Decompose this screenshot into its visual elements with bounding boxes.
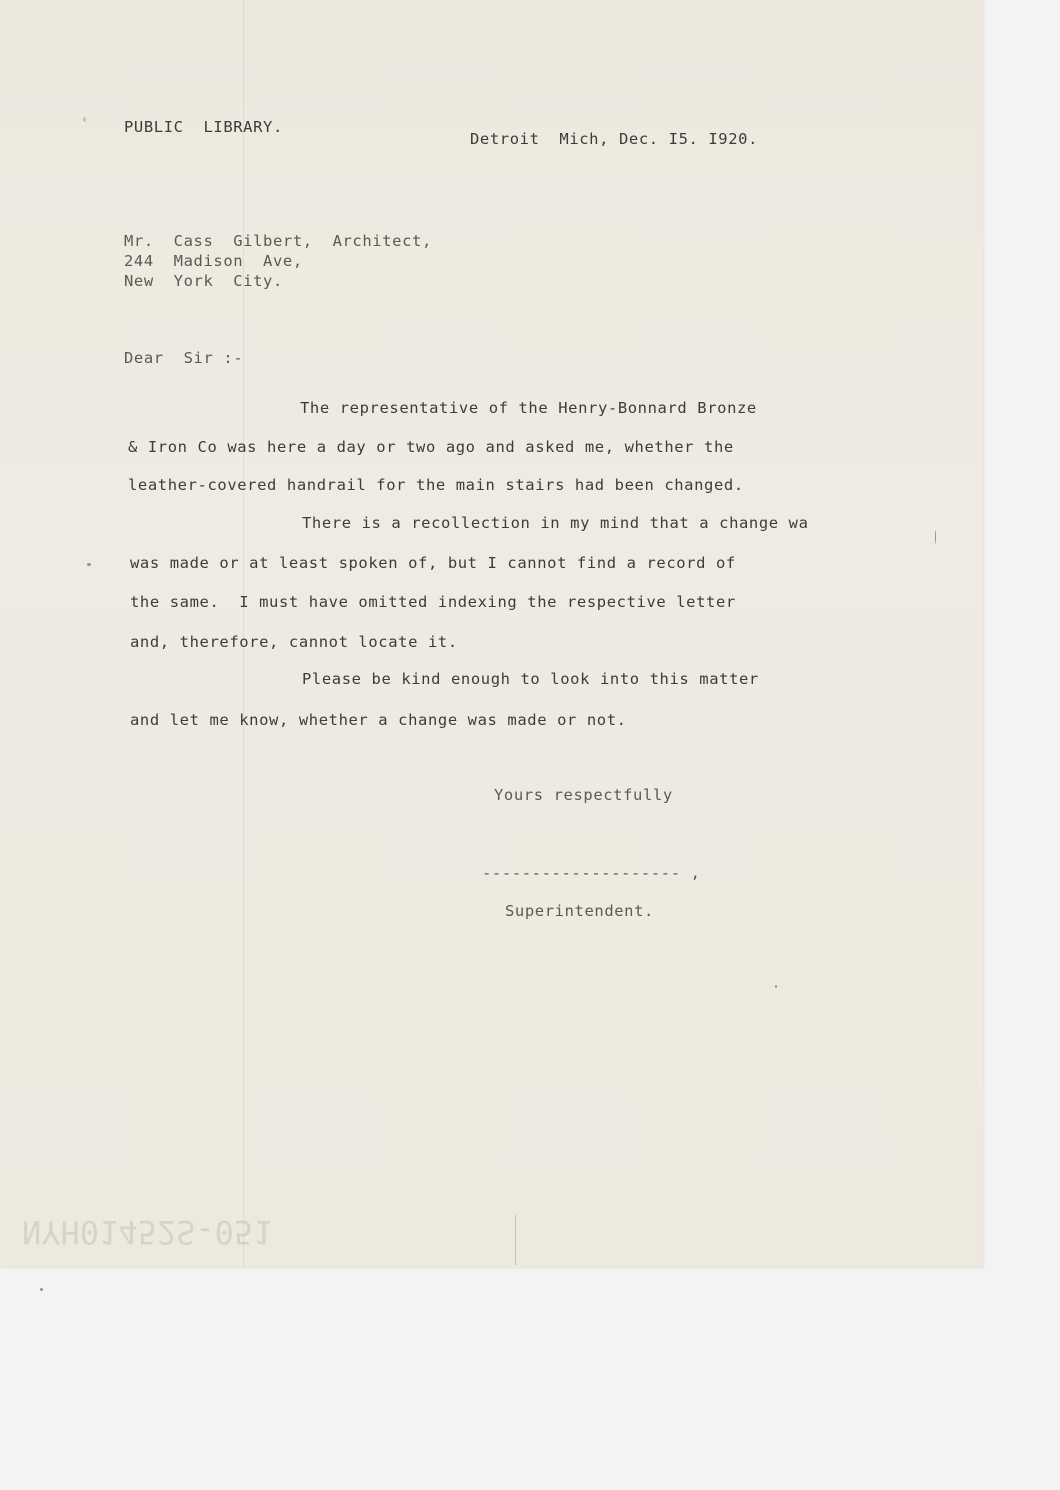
body-line-2: & Iron Co was here a day or two ago and asked me, whether the [128, 438, 734, 456]
paper-speck [775, 985, 777, 988]
background-speck [40, 1288, 43, 1291]
salutation: Dear Sir :- [124, 349, 244, 367]
address-line-1: Mr. Cass Gilbert, Architect, [124, 232, 432, 250]
body-line-5: was made or at least spoken of, but I cannot find a record of [130, 554, 736, 572]
paper-speck [935, 530, 936, 544]
signature-line: -------------------- , [482, 864, 701, 882]
body-line-3: leather-covered handrail for the main stairs had been changed. [128, 476, 744, 494]
paper-tear-mark [515, 1215, 516, 1265]
body-line-1: The representative of the Henry-Bonnard Bronze [300, 399, 757, 417]
closing: Yours respectfully [494, 786, 673, 804]
address-line-2: 244 Madison Ave, [124, 252, 303, 270]
letterhead: PUBLIC LIBRARY. [124, 118, 283, 136]
date-line: Detroit Mich, Dec. I5. I920. [470, 130, 759, 148]
body-line-4: There is a recollection in my mind that a change wa [302, 514, 809, 532]
body-line-9: and let me know, whether a change was made or not. [130, 711, 627, 729]
archive-stamp: NYH01452S-051 [22, 1213, 273, 1251]
paper-speck [83, 117, 86, 122]
address-line-3: New York City. [124, 272, 283, 290]
body-line-6: the same. I must have omitted indexing the respective letter [130, 593, 736, 611]
body-line-7: and, therefore, cannot locate it. [130, 633, 458, 651]
paper-speck [87, 563, 91, 566]
body-line-8: Please be kind enough to look into this matter [302, 670, 759, 688]
signature-title: Superintendent. [505, 902, 654, 920]
